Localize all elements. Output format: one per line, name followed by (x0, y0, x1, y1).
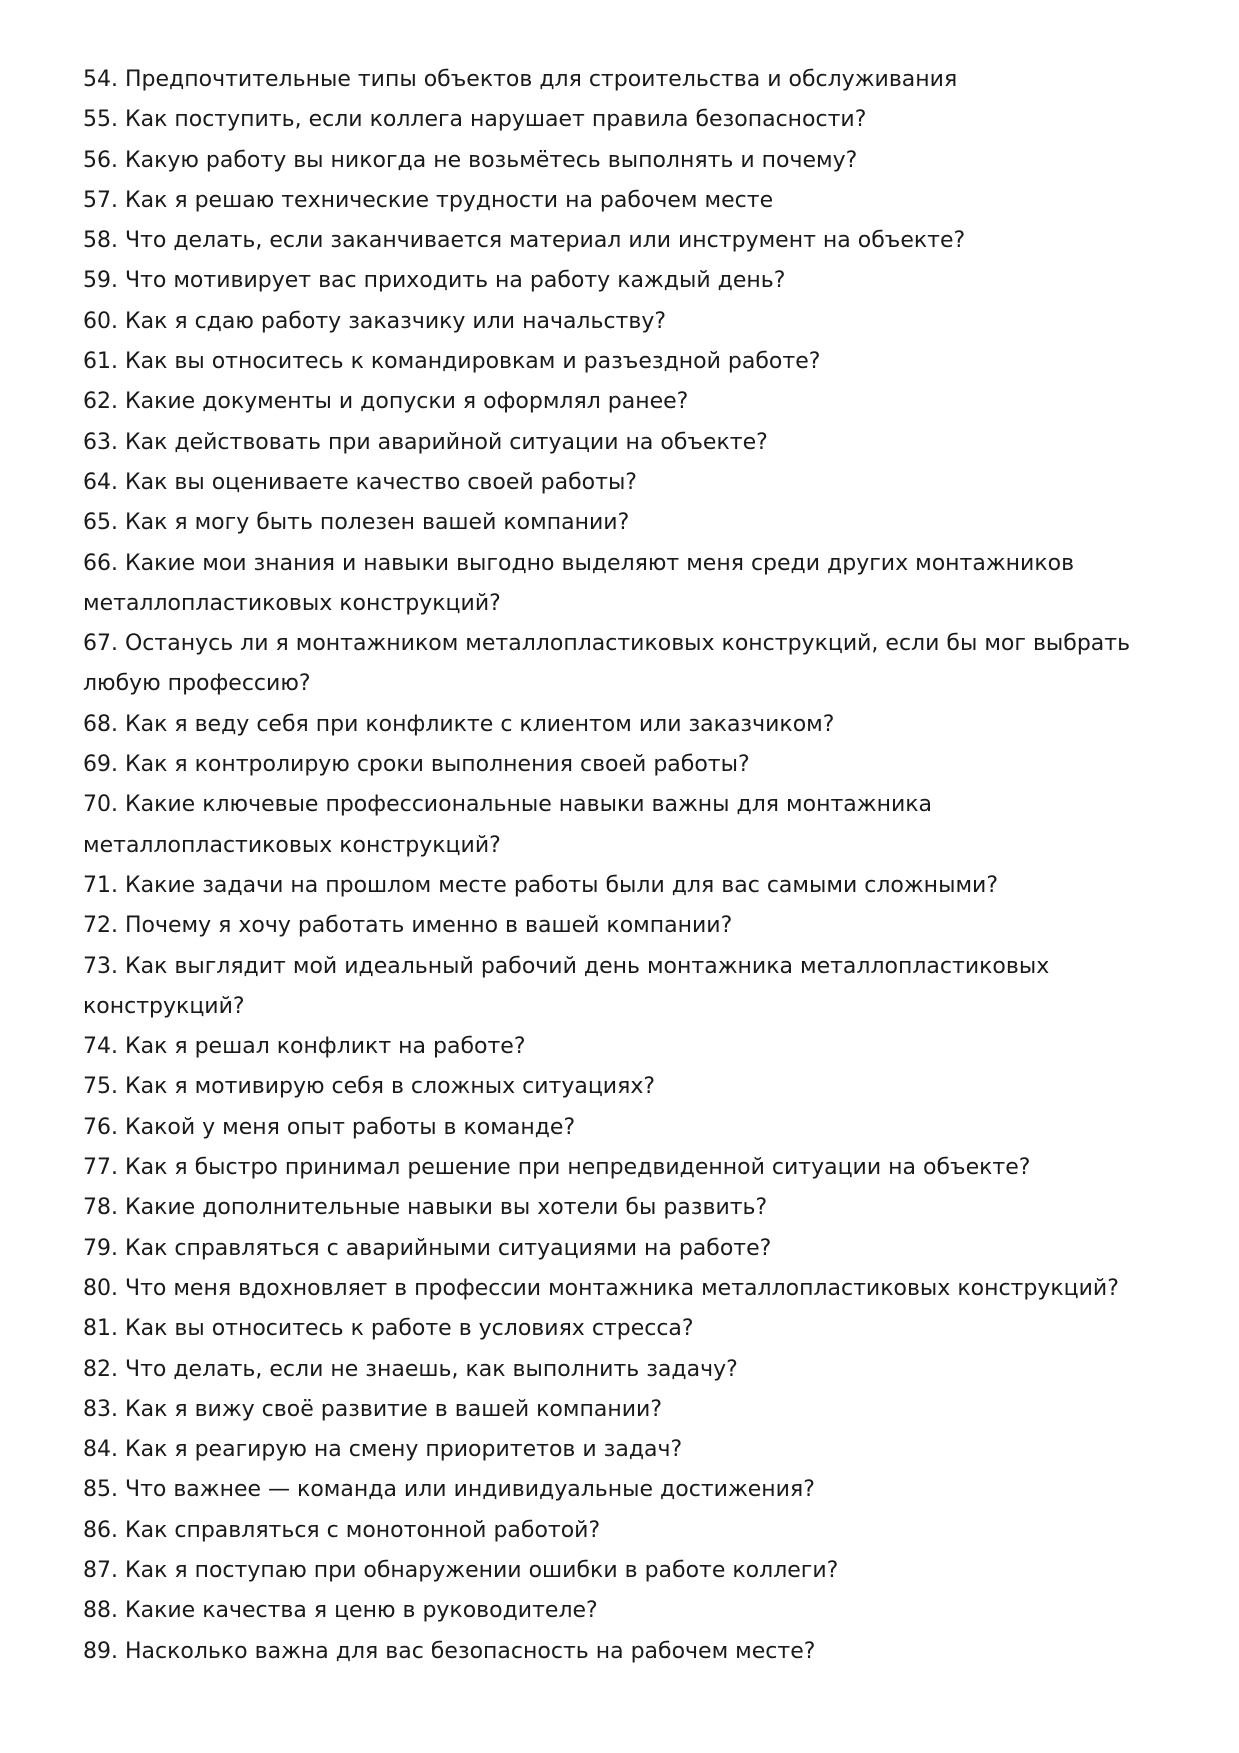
question-81: 81. Как вы относитесь к работе в условиях стресса? (83, 1316, 694, 1342)
question-63: 63. Как действовать при аварийной ситуации на объекте? (83, 429, 768, 455)
document-page (83, 60, 1163, 1672)
question-69: 69. Как я контролирую сроки выполнения своей работы? (83, 752, 750, 778)
question-76: 76. Какой у меня опыт работы в команде? (83, 1114, 576, 1140)
question-79: 79. Как справляться с аварийными ситуациями на работе? (83, 1235, 772, 1261)
question-71: 71. Какие задачи на прошлом месте работы были для вас самыми сложными? (83, 872, 999, 898)
question-73: 73. Как выглядит мой идеальный рабочий день монтажника металлопластиковых конструкций? (83, 953, 1050, 1019)
question-56: 56. Какую работу вы никогда не возьмётесь выполнять и почему? (83, 147, 858, 173)
question-85: 85. Что важнее — команда или индивидуальные достижения? (83, 1477, 815, 1503)
question-84: 84. Как я реагирую на смену приоритетов и задач? (83, 1437, 683, 1463)
question-83: 83. Как я вижу своё развитие в вашей компании? (83, 1396, 663, 1422)
question-59: 59. Что мотивирует вас приходить на работу каждый день? (83, 268, 786, 294)
question-78: 78. Какие дополнительные навыки вы хотели бы развить? (83, 1195, 768, 1221)
question-72: 72. Почему я хочу работать именно в вашей компании? (83, 913, 733, 939)
question-77: 77. Как я быстро принимал решение при непредвиденной ситуации на объекте? (83, 1155, 1031, 1181)
question-64: 64. Как вы оцениваете качество своей работы? (83, 469, 637, 495)
question-65: 65. Как я могу быть полезен вашей компании? (83, 510, 630, 536)
question-86: 86. Как справляться с монотонной работой? (83, 1517, 601, 1543)
question-55: 55. Как поступить, если коллега нарушает правила безопасности? (83, 107, 867, 133)
question-68: 68. Как я веду себя при конфликте с клиентом или заказчиком? (83, 711, 835, 737)
question-82: 82. Что делать, если не знаешь, как выполнить задачу? (83, 1356, 738, 1382)
question-87: 87. Как я поступаю при обнаружении ошибки в работе коллеги? (83, 1557, 839, 1583)
question-88: 88. Какие качества я ценю в руководителе? (83, 1598, 598, 1624)
question-58: 58. Что делать, если заканчивается материал или инструмент на объекте? (83, 228, 966, 254)
question-67: 67. Останусь ли я монтажником металлопластиковых конструкций, если бы мог выбрать любую профессию? (83, 631, 1131, 697)
question-list (83, 60, 1163, 1672)
question-80: 80. Что меня вдохновляет в профессии монтажника металлопластиковых конструкций? (83, 1275, 1119, 1301)
question-89: 89. Насколько важна для вас безопасность на рабочем месте? (83, 1638, 816, 1664)
question-57: 57. Как я решаю технические трудности на рабочем месте (83, 187, 774, 213)
question-70: 70. Какие ключевые профессиональные навыки важны для монтажника металлопластиковых конструкций? (83, 792, 933, 858)
question-60: 60. Как я сдаю работу заказчику или начальству? (83, 308, 667, 334)
question-54: 54. Предпочтительные типы объектов для строительства и обслуживания (83, 67, 958, 92)
question-61: 61. Как вы относитесь к командировкам и разъездной работе? (83, 349, 821, 375)
question-62: 62. Какие документы и допуски я оформлял ранее? (83, 389, 689, 415)
question-75: 75. Как я мотивирую себя в сложных ситуациях? (83, 1074, 656, 1100)
question-74: 74. Как я решал конфликт на работе? (83, 1034, 526, 1060)
question-66: 66. Какие мои знания и навыки выгодно выделяют меня среди других монтажников металлопластиковых конструкций? (83, 550, 1075, 616)
